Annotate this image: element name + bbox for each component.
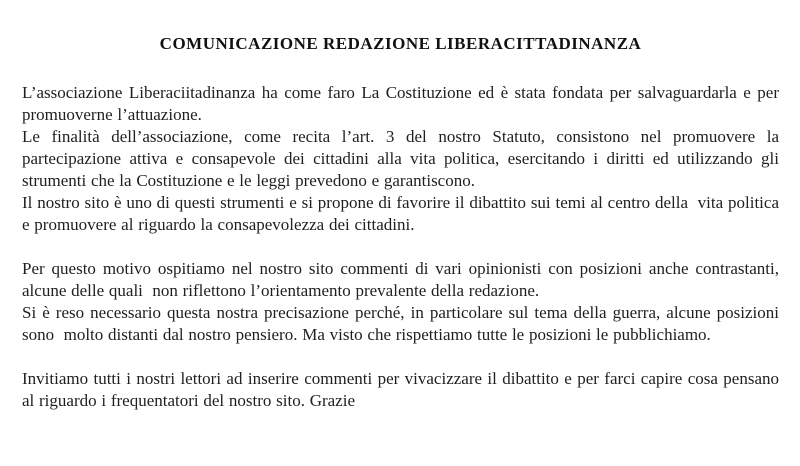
text-line: L’associazione Liberaciitadinanza ha come faro La Costituzione ed è stata fondata per salvaguardarla e per promuoverne l’attuazione. [22, 83, 779, 124]
document-body [22, 82, 779, 412]
document-title: COMUNICAZIONE REDAZIONE LIBERACITTADINANZA [159, 34, 642, 53]
text-line: Per questo motivo ospitiamo nel nostro sito commenti di vari opinionisti con posizioni anche contrastanti, alcune delle quali non riflettono l’orientamento prevalente della redazione. [22, 259, 779, 300]
text-line: Il nostro sito è uno di questi strumenti e si propone di favorire il dibattito sui temi al centro della vita politica e promuovere al riguardo la consapevolezza dei cittadini. [22, 193, 779, 234]
paragraph [22, 258, 779, 346]
paragraph [22, 82, 779, 236]
paragraph [22, 368, 779, 412]
text-line: Le finalità dell’associazione, come recita l’art. 3 del nostro Statuto, consistono nel promuovere la partecipazione attiva e consapevole dei cittadini alla vita politica, esercitando i diritti ed utilizzando gli strumenti che la Costituzione e le leggi prevedono e garantiscono. [22, 127, 779, 190]
text-line: Si è reso necessario questa nostra precisazione perché, in particolare sul tema della guerra, alcune posizioni sono molto distanti dal nostro pensiero. Ma visto che rispettiamo tutte le posizioni le pubblichiamo. [22, 303, 779, 344]
text-line: Invitiamo tutti i nostri lettori ad inserire commenti per vivacizzare il dibattito e per farci capire cosa pensano al riguardo i frequentatori del nostro sito. Grazie [22, 369, 779, 410]
